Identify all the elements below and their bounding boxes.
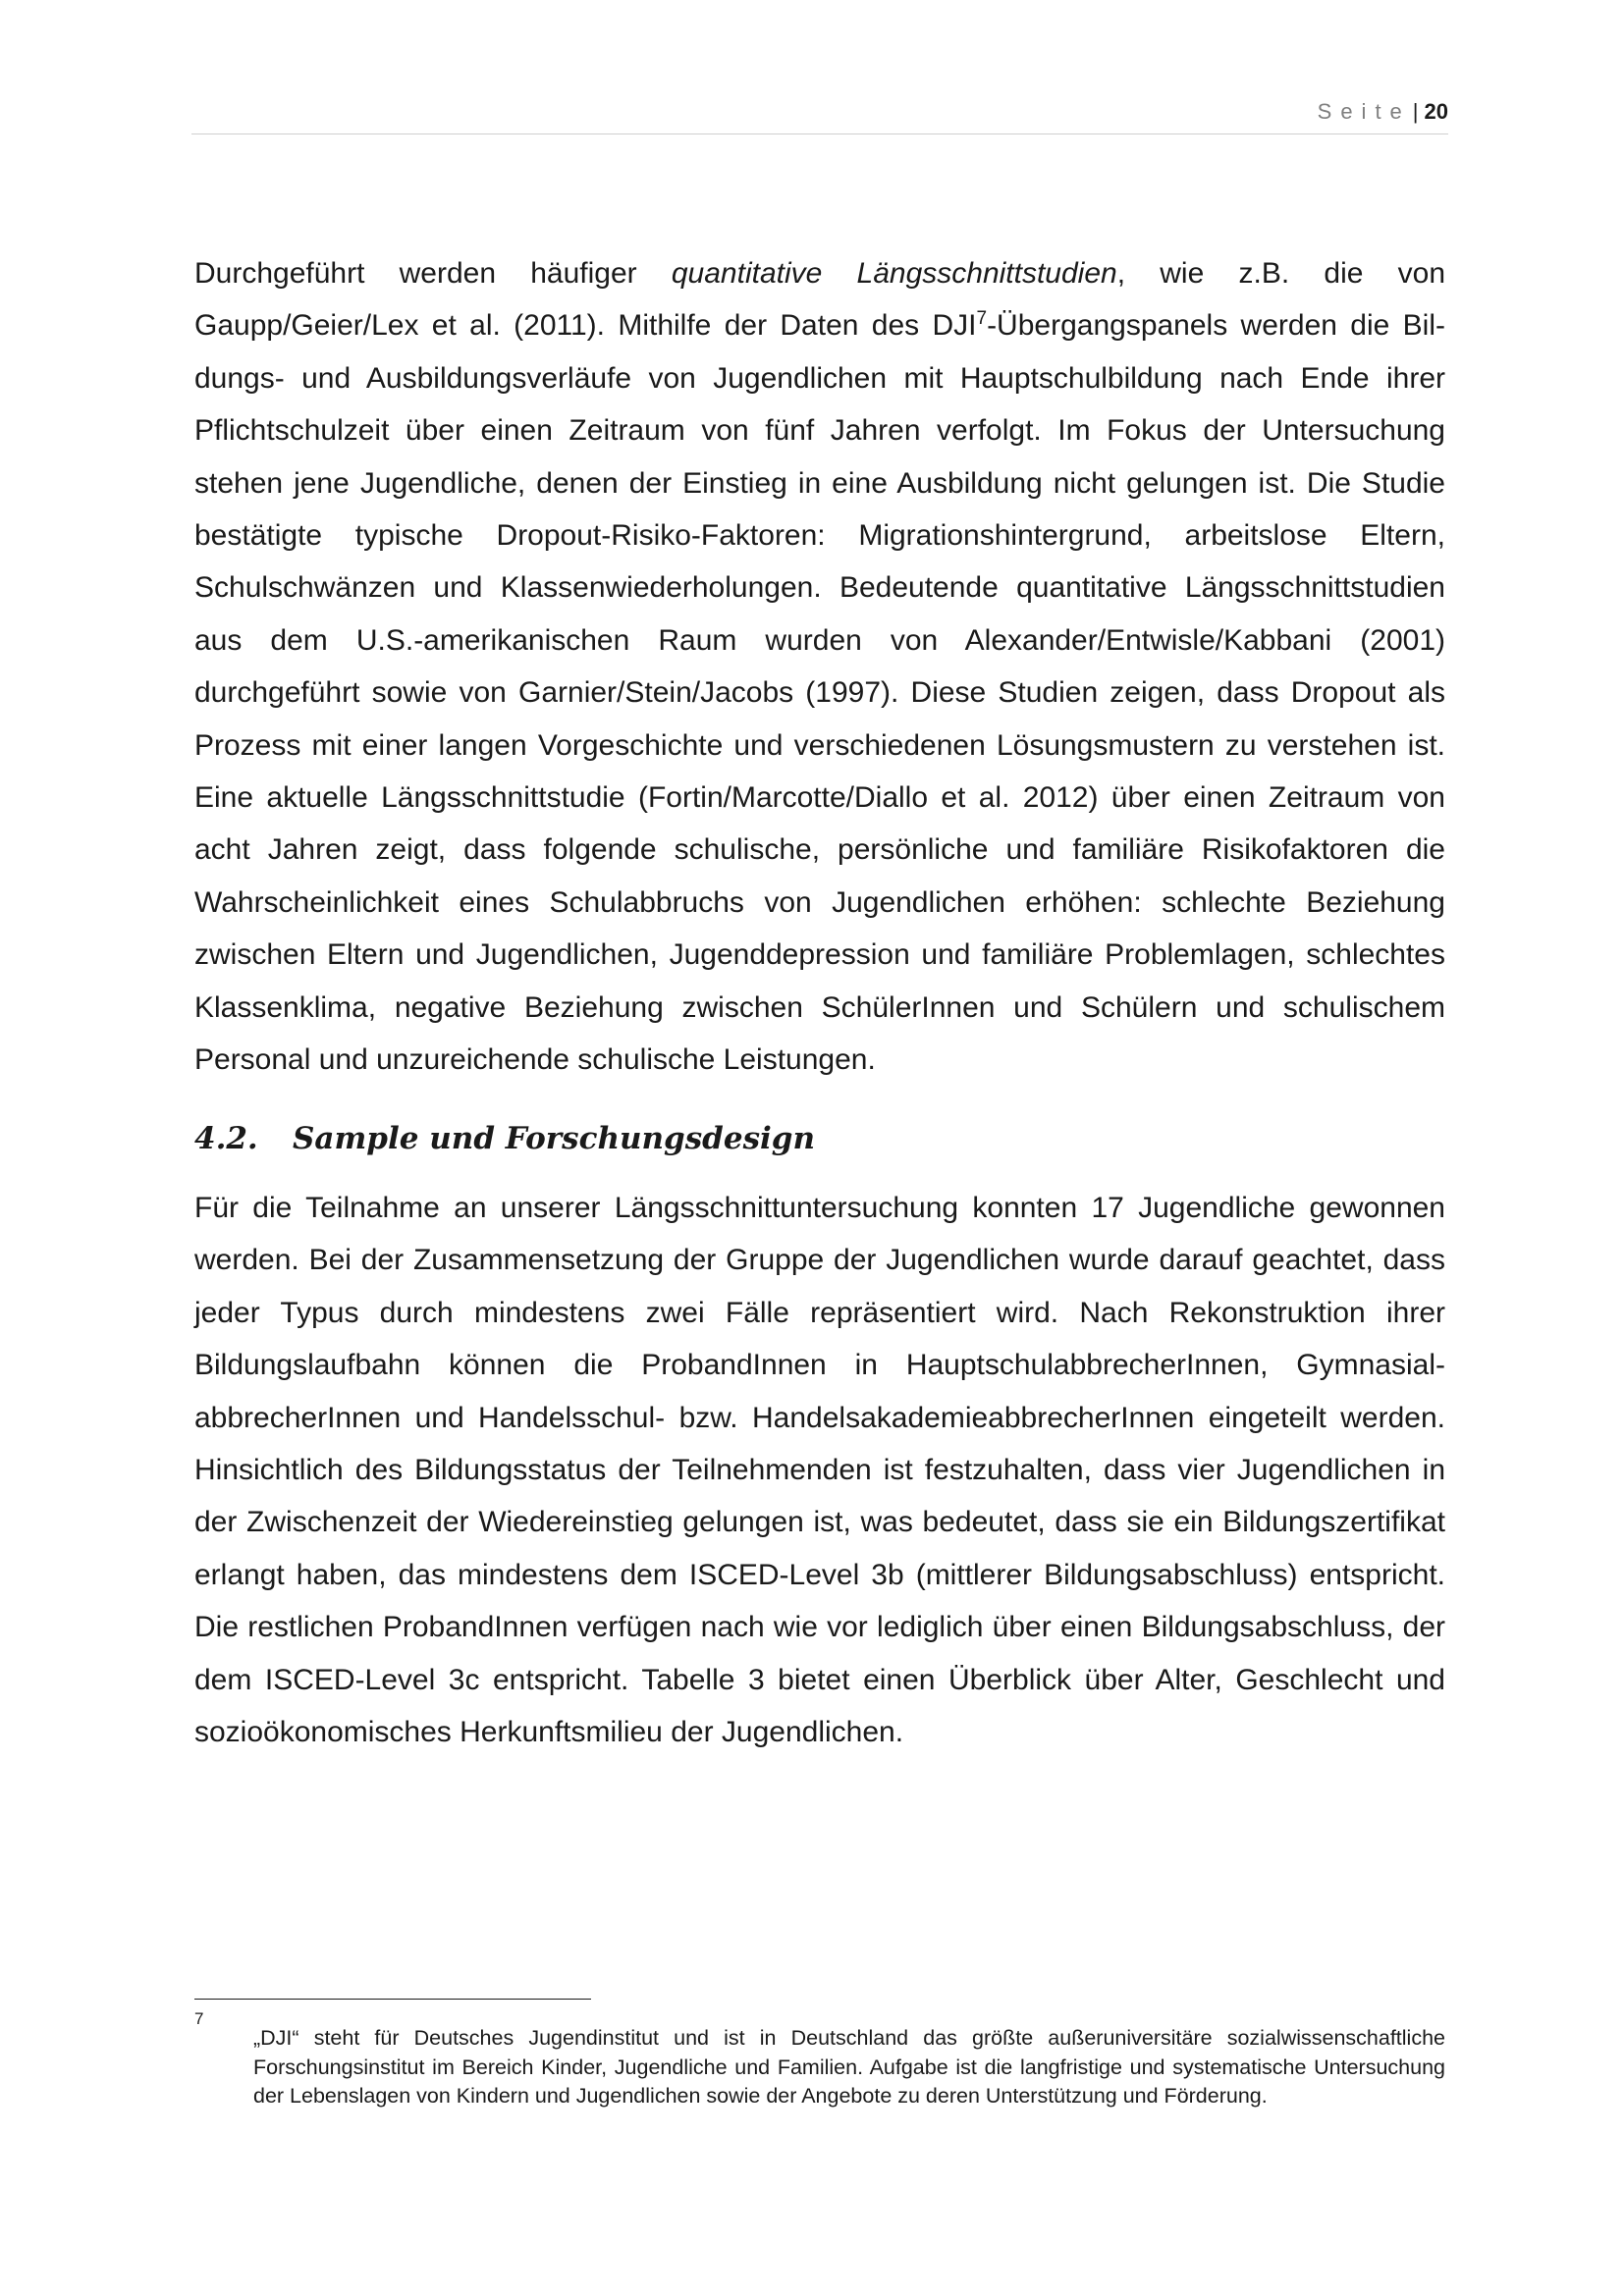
para1-emphasis: quantitative Längsschnittstudien: [671, 257, 1117, 290]
page-separator: |: [1412, 99, 1419, 124]
para1-text-start: Durchgeführt werden häufiger: [194, 257, 672, 290]
page-label: Seite: [1317, 99, 1411, 124]
body-paragraph-1: [194, 247, 1445, 1087]
footnote-text: „DJI“ steht für Deutsches Jugendinstitut und ist in Deutschland das größte außeruniversitäre sozialwissenschaftliche Forschungsinstitut im Bereich Kinder, Jugendliche und Familien. Aufgabe ist die langfristige und systematische Untersuchung der Lebenslagen von Kindern und Jugendlichen sowie der Angebote zu deren Unterstützung und Förderung.: [253, 2026, 1445, 2108]
body-paragraph-2: Für die Teilnahme an unserer Längsschnittuntersuchung konnten 17 Jugendliche gewonnen werden. Bei der Zusammensetzung der Gruppe der Jugendlichen wurde darauf geachtet, dass jeder Typus durch mindestens zwei Fälle repräsentiert wird. Nach Rekonstruktion ihrer Bildungslaufbahn können die ProbandInnen in HauptschulabbrecherInnen, GymnasialabbrecherInnen und Handelsschul- bzw. HandelsakademieabbrecherInnen eingeteilt werden. Hinsichtlich des Bildungsstatus der Teilnehmenden ist festzuhalten, dass vier Jugendlichen in der Zwischenzeit der Wiedereinstieg gelungen ist, was bedeutet, dass sie ein Bildungszertifikat erlangt haben, das mindestens dem ISCED-Level 3b (mittlerer Bildungsabschluss) entspricht. Die restlichen ProbandInnen verfügen nach wie vor lediglich über einen Bildungsabschluss, der dem ISCED-Level 3c entspricht. Tabelle 3 bietet einen Überblick über Alter, Geschlecht und sozioökonomisches Herkunftsmilieu der Jugendlichen.: [194, 1192, 1445, 1749]
footnote-divider: [194, 1999, 591, 2000]
footnote-number: 7: [194, 2009, 204, 2028]
page-number: 20: [1424, 99, 1448, 124]
para1-text-rest: -Übergangspanels werden die Bildungs- und Ausbildungsverläufe von Jugendlichen mit Hauptschulbildung nach Ende ihrer Pflichtschulzeit über einen Zeitraum von fünf Jahren verfolgt. Im Fokus der Untersuchung stehen jene Jugendliche, denen der Einstieg in eine Ausbildung nicht gelungen ist. Die Studie bestätigte typische Dropout-Risiko-Faktoren: Migrationshintergrund, arbeitslose Eltern, Schulschwänzen und Klassenwiederholungen. Bedeutende quantitative Längsschnittstudien aus dem U.S.-amerikanischen Raum wurden von Alexander/Entwisle/Kabbani (2001) durchgeführt sowie von Garnier/Stein/Jacobs (1997). Diese Studien zeigen, dass Dropout als Prozess mit einer langen Vorgeschichte und verschiedenen Lösungsmustern zu verstehen ist. Eine aktuelle Längsschnittstudie (Fortin/Marcotte/Diallo et al. 2012) über einen Zeitraum von acht Jahren zeigt, dass folgende schulische, persönliche und familiäre Risikofaktoren die Wahrscheinlichkeit eines Schulabbruchs von Jugendlichen erhöhen: schlechte Beziehung zwischen Eltern und Jugendlichen, Jugenddepression und familiäre Problemlagen, schlechtes Klassenklima, negative Beziehung zwischen SchülerInnen und Schülern und schulischem Personal und unzureichende schulische Leistungen.: [194, 309, 1445, 1077]
page-number-block: [1318, 98, 1448, 126]
para1-text-mid: , wie z.B. die von Gaupp/Geier/Lex et al. (2011). Mithilfe der Daten des DJI: [194, 257, 1445, 343]
section-number: 4.2.: [194, 1121, 258, 1156]
section-heading: [194, 1119, 815, 1158]
page-header: [191, 96, 1448, 134]
footnote-reference[interactable]: 7: [976, 308, 988, 330]
section-title: Sample und Forschungsdesign: [293, 1121, 816, 1156]
